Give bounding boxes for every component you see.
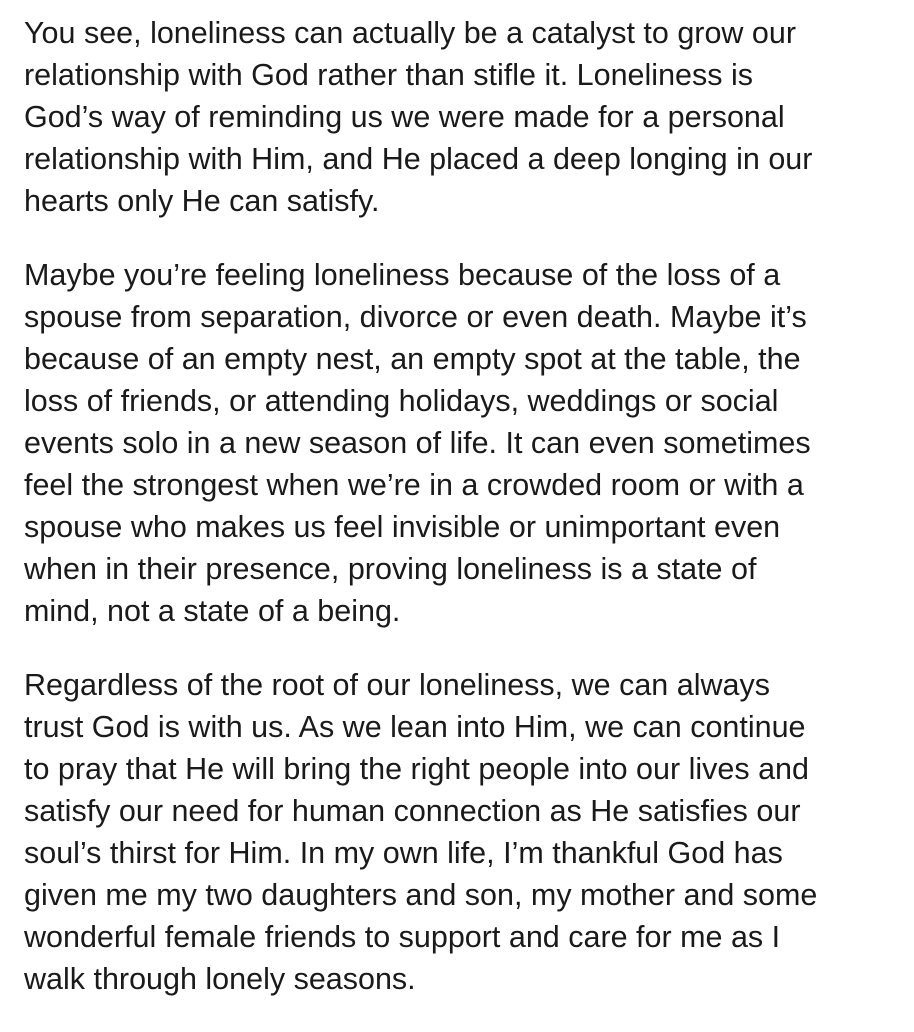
paragraph-3 [24,664,904,1000]
text-line: Regardless of the root of our loneliness, we can always [24,668,770,702]
paragraph-2 [24,254,904,632]
text-line: when in their presence, proving loneliness is a state of [24,552,757,586]
text-line: loss of friends, or attending holidays, weddings or social [24,384,779,418]
text-line: relationship with God rather than stifle it. Loneliness is [24,58,753,92]
text-line: God’s way of reminding us we were made for a personal [24,100,785,134]
text-line: relationship with Him, and He placed a deep longing in our [24,142,813,176]
text-line: wonderful female friends to support and care for me as I [24,920,781,954]
text-line: to pray that He will bring the right people into our lives and [24,752,809,786]
text-line: hearts only He can satisfy. [24,184,380,218]
text-line: spouse who makes us feel invisible or unimportant even [24,510,781,544]
text-line: satisfy our need for human connection as He satisfies our [24,794,801,828]
text-line: soul’s thirst for Him. In my own life, I’m thankful God has [24,836,783,870]
text-line: walk through lonely seasons. [24,962,416,996]
article-body [24,12,904,1032]
text-line: mind, not a state of a being. [24,594,401,628]
text-line: because of an empty nest, an empty spot at the table, the [24,342,801,376]
text-line: events solo in a new season of life. It can even sometimes [24,426,811,460]
paragraph-1 [24,12,904,222]
text-line: Maybe you’re feeling loneliness because of the loss of a [24,258,781,292]
text-line: trust God is with us. As we lean into Him, we can continue [24,710,806,744]
text-line: feel the strongest when we’re in a crowded room or with a [24,468,804,502]
text-line: given me my two daughters and son, my mother and some [24,878,818,912]
text-line: You see, loneliness can actually be a catalyst to grow our [24,16,797,50]
text-line: spouse from separation, divorce or even death. Maybe it’s [24,300,807,334]
